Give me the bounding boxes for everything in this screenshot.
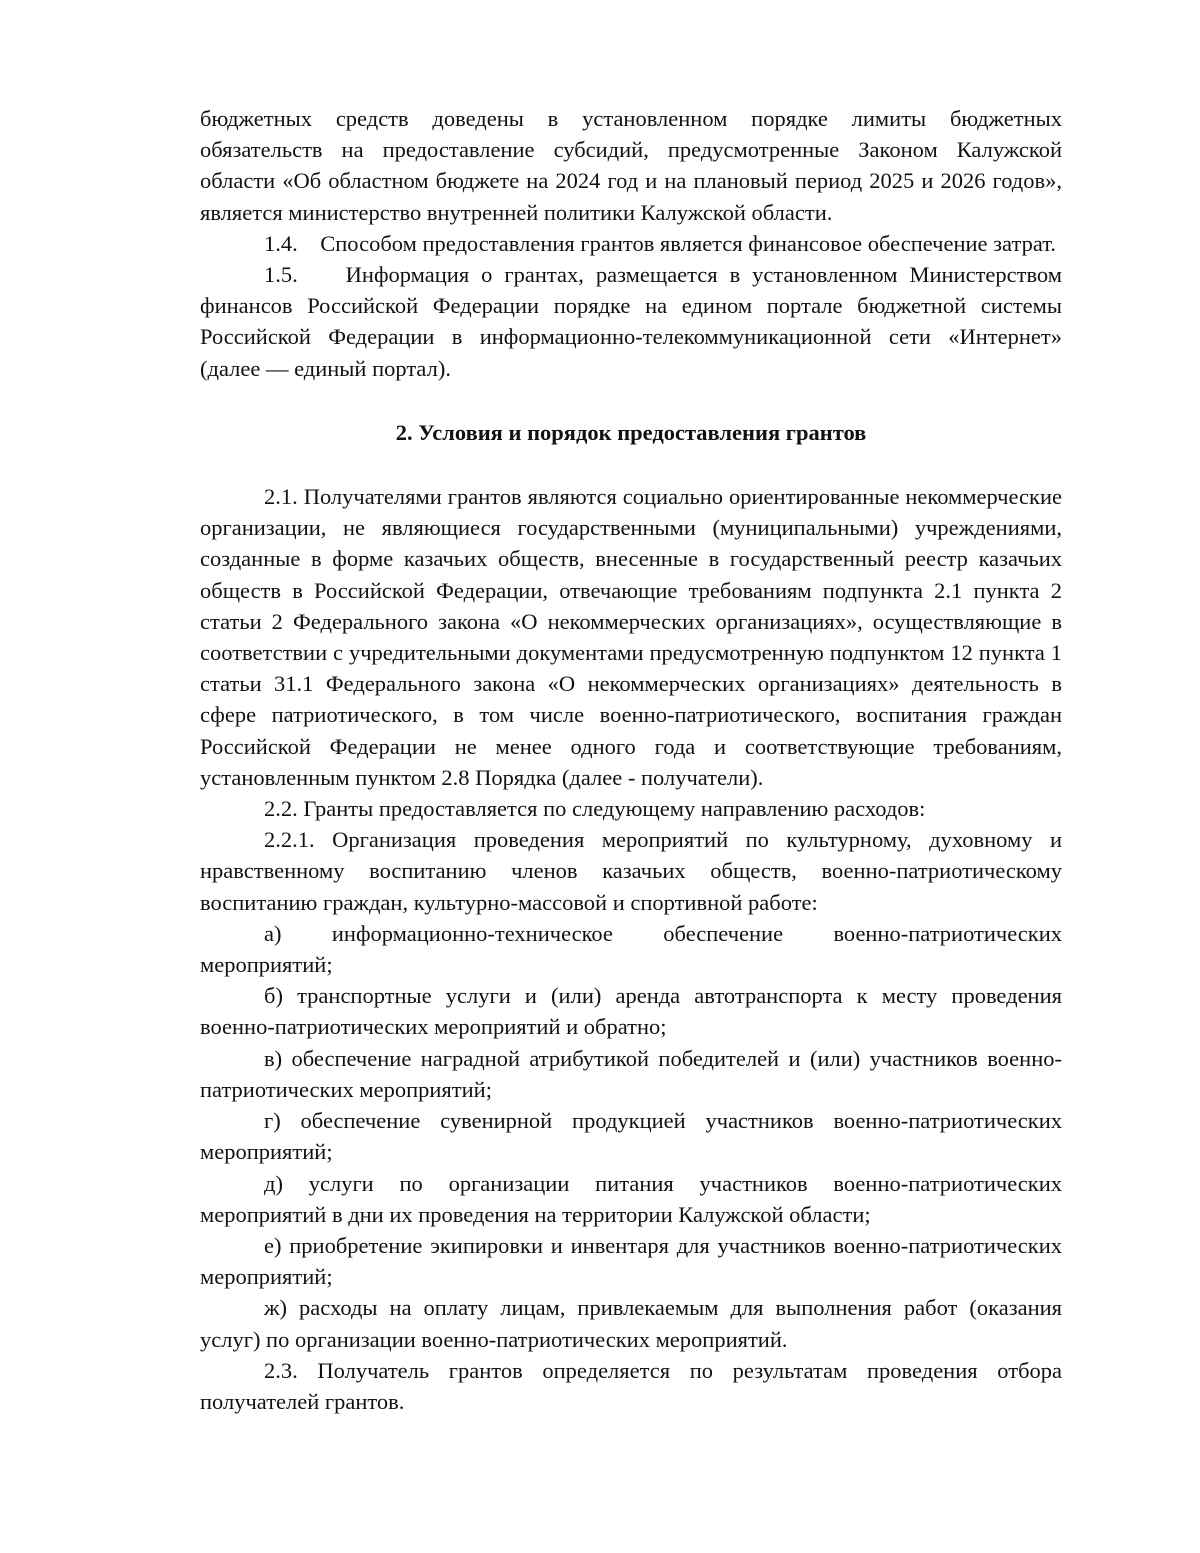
paragraph-1-5-text: Информация о грантах, размещается в установленном Министерством финансов Российской Федерации порядке на едином портале бюджетной системы Российской Федерации в информационно-телекоммуникационной сети «Интернет» (далее — единый портал).	[200, 262, 1062, 381]
list-item-g: г) обеспечение сувенирной продукцией участников военно-патриотических мероприятий;	[200, 1108, 1062, 1165]
paragraph-1-4-number: 1.4.	[264, 230, 298, 256]
list-item-e: е) приобретение экипировки и инвентаря для участников военно-патриотических мероприятий;	[200, 1232, 1062, 1290]
list-item-v: в) обеспечение наградной атрибутикой победителей и (или) участников военно-патриотических мероприятий;	[200, 1045, 1062, 1102]
paragraph-2-1: 2.1. Получателями грантов являются социально ориентированные некоммерческие организации, не являющиеся государственными (муниципальными) учреждениями, созданные в форме казачьих обществ, внесенные в государственный реестр казачьих обществ в Российской Федерации, отвечающие требованиям подпункта 2.1 пункта 2 статьи 2 Федерального закона «О некоммерческих организациях», осуществляющие в соответствии с учредительными документами предусмотренную подпунктом 12 пункта 1 статьи 31.1 Федерального закона «О некоммерческих организациях» деятельность в сфере патриотического, в том числе военно-патриотического, воспитания граждан Российской Федерации не менее одного года и соответствующие требованиям, установленным пунктом 2.8 Порядка (далее - получатели).	[200, 484, 1062, 790]
list-item-a: а) информационно-техническое обеспечение военно-патриотических мероприятий;	[200, 920, 1062, 978]
paragraph-1-5-number: 1.5.	[264, 262, 298, 288]
section-2-heading: 2. Условия и порядок предоставления грантов	[395, 419, 867, 445]
intro-continuation-paragraph: бюджетных средств доведены в установленном порядке лимиты бюджетных обязательств на предоставление субсидий, предусмотренные Законом Калужской области «Об областном бюджете на 2024 год и на плановый период 2025 и 2026 годов», является министерство внутренней политики Калужской области.	[200, 106, 1062, 225]
list-item-d: д) услуги по организации питания участников военно-патриотических мероприятий в дни их проведения на территории Калужской области;	[200, 1170, 1062, 1227]
list-item-b: б) транспортные услуги и (или) аренда автотранспорта к месту проведения военно-патриотических мероприятий и обратно;	[200, 983, 1062, 1040]
paragraph-1-4-text: Способом предоставления грантов является финансовое обеспечение затрат.	[320, 230, 1056, 256]
document-page	[200, 103, 1062, 1417]
paragraph-1-5	[200, 259, 1062, 384]
list-item-zh: ж) расходы на оплату лицам, привлекаемым для выполнения работ (оказания услуг) по организации военно-патриотических мероприятий.	[200, 1295, 1062, 1352]
paragraph-2-3: 2.3. Получатель грантов определяется по результатам проведения отбора получателей грантов.	[200, 1357, 1062, 1414]
paragraph-2-2: 2.2. Гранты предоставляется по следующему направлению расходов:	[264, 796, 926, 822]
paragraph-1-4	[200, 228, 1062, 259]
paragraph-2-2-1: 2.2.1. Организация проведения мероприятий по культурному, духовному и нравственному воспитанию членов казачьих обществ, военно-патриотическому воспитанию граждан, культурно-массовой и спортивной работе:	[200, 827, 1062, 915]
